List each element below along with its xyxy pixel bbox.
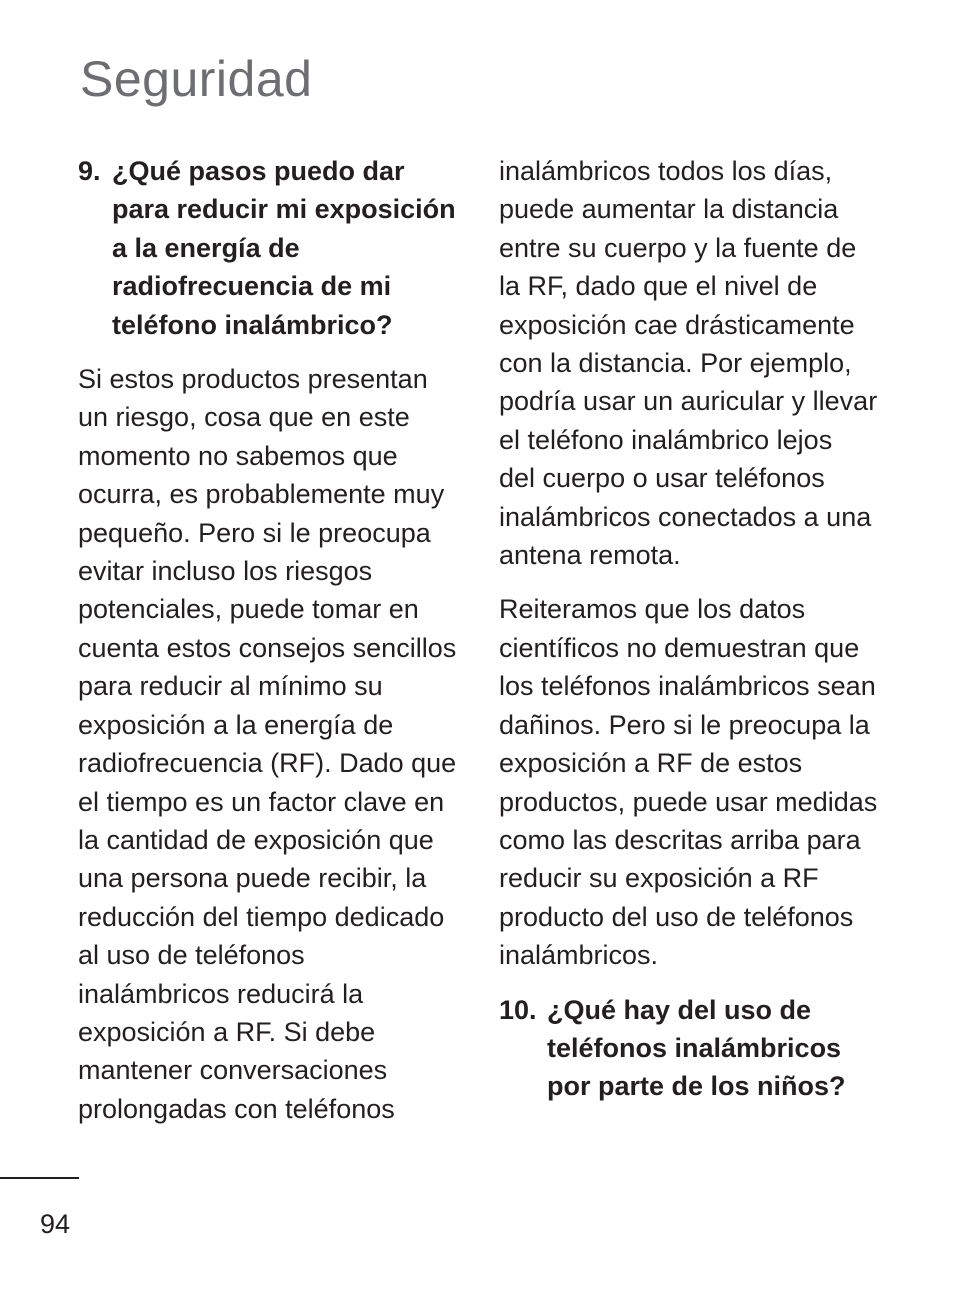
paragraph-line: exposición a RF de estos bbox=[499, 748, 803, 779]
page-number: 94 bbox=[40, 1209, 71, 1239]
question-number: 10. bbox=[499, 994, 537, 1025]
paragraph-reiteration bbox=[499, 590, 899, 974]
paragraph-line: cuenta estos consejos sencillos bbox=[78, 632, 457, 663]
paragraph-line: el tiempo es un factor clave en bbox=[78, 786, 445, 817]
question-line: teléfono inalámbrico? bbox=[112, 309, 393, 340]
question-10 bbox=[499, 991, 899, 1106]
question-line: por parte de los niños? bbox=[547, 1071, 846, 1102]
paragraph-line: reducir su exposición a RF bbox=[499, 863, 819, 894]
question-9 bbox=[78, 152, 470, 344]
paragraph-line: mantener conversaciones bbox=[78, 1055, 388, 1086]
paragraph-line: científicos no demuestran que bbox=[499, 632, 860, 663]
paragraph-line: antena remota. bbox=[499, 540, 681, 571]
question-number: 9. bbox=[78, 156, 101, 186]
paragraph-line: radiofrecuencia (RF). Dado que bbox=[78, 748, 457, 779]
paragraph-line: pequeño. Pero si le preocupa bbox=[78, 517, 431, 548]
question-line: a la energía de bbox=[112, 232, 300, 263]
question-line: ¿Qué pasos puedo dar bbox=[112, 156, 405, 186]
page-title: Seguridad bbox=[80, 51, 313, 107]
question-line: ¿Qué hay del uso de bbox=[547, 994, 812, 1025]
answer-paragraph bbox=[78, 360, 470, 1128]
paragraph-line: podría usar un auricular y llevar bbox=[499, 386, 878, 417]
paragraph-line: puede aumentar la distancia bbox=[499, 194, 839, 225]
paragraph-line: una persona puede recibir, la bbox=[78, 863, 427, 894]
question-text bbox=[112, 152, 470, 344]
question-text bbox=[547, 991, 899, 1106]
paragraph-line: como las descritas arriba para bbox=[499, 824, 861, 855]
paragraph-line: con la distancia. Por ejemplo, bbox=[499, 348, 852, 379]
paragraph-line: inalámbricos reducirá la bbox=[78, 978, 364, 1009]
paragraph-line: ocurra, es probablemente muy bbox=[78, 479, 445, 510]
paragraph-line: al uso de teléfonos bbox=[78, 940, 305, 971]
paragraph-line: potenciales, puede tomar en bbox=[78, 594, 419, 625]
paragraph-line: evitar incluso los riesgos bbox=[78, 556, 373, 587]
paragraph-line: del cuerpo o usar teléfonos bbox=[499, 463, 825, 494]
paragraph-line: para reducir al mínimo su bbox=[78, 671, 383, 702]
paragraph-line: Si estos productos presentan bbox=[78, 364, 428, 395]
question-line: teléfonos inalámbricos bbox=[547, 1032, 842, 1063]
paragraph-line: el teléfono inalámbrico lejos bbox=[499, 424, 833, 455]
paragraph-continued bbox=[499, 152, 899, 574]
question-line: radiofrecuencia de mi bbox=[112, 271, 392, 302]
paragraph-line: Reiteramos que los datos bbox=[499, 594, 806, 625]
paragraph-line: inalámbricos. bbox=[499, 940, 659, 971]
paragraph-line: inalámbricos todos los días, bbox=[499, 156, 833, 186]
paragraph-line: exposición a la energía de bbox=[78, 709, 394, 740]
paragraph-line: reducción del tiempo dedicado bbox=[78, 901, 445, 932]
paragraph-line: dañinos. Pero si le preocupa la bbox=[499, 709, 870, 740]
paragraph-line: entre su cuerpo y la fuente de bbox=[499, 232, 857, 263]
paragraph-line: un riesgo, cosa que en este bbox=[78, 402, 410, 433]
paragraph-line: producto del uso de teléfonos bbox=[499, 901, 854, 932]
question-line: para reducir mi exposición bbox=[112, 194, 456, 225]
paragraph-line: la cantidad de exposición que bbox=[78, 824, 434, 855]
paragraph-line: exposición a RF. Si debe bbox=[78, 1016, 376, 1047]
paragraph-line: la RF, dado que el nivel de bbox=[499, 271, 818, 302]
paragraph-line: exposición cae drásticamente bbox=[499, 309, 855, 340]
left-column bbox=[78, 152, 470, 1144]
right-column bbox=[499, 152, 899, 1122]
footer-rule bbox=[0, 1177, 79, 1179]
paragraph-line: inalámbricos conectados a una bbox=[499, 501, 872, 532]
paragraph-line: los teléfonos inalámbricos sean bbox=[499, 671, 876, 702]
paragraph-line: momento no sabemos que bbox=[78, 440, 398, 471]
paragraph-line: productos, puede usar medidas bbox=[499, 786, 878, 817]
paragraph-line: prolongadas con teléfonos bbox=[78, 1093, 395, 1124]
